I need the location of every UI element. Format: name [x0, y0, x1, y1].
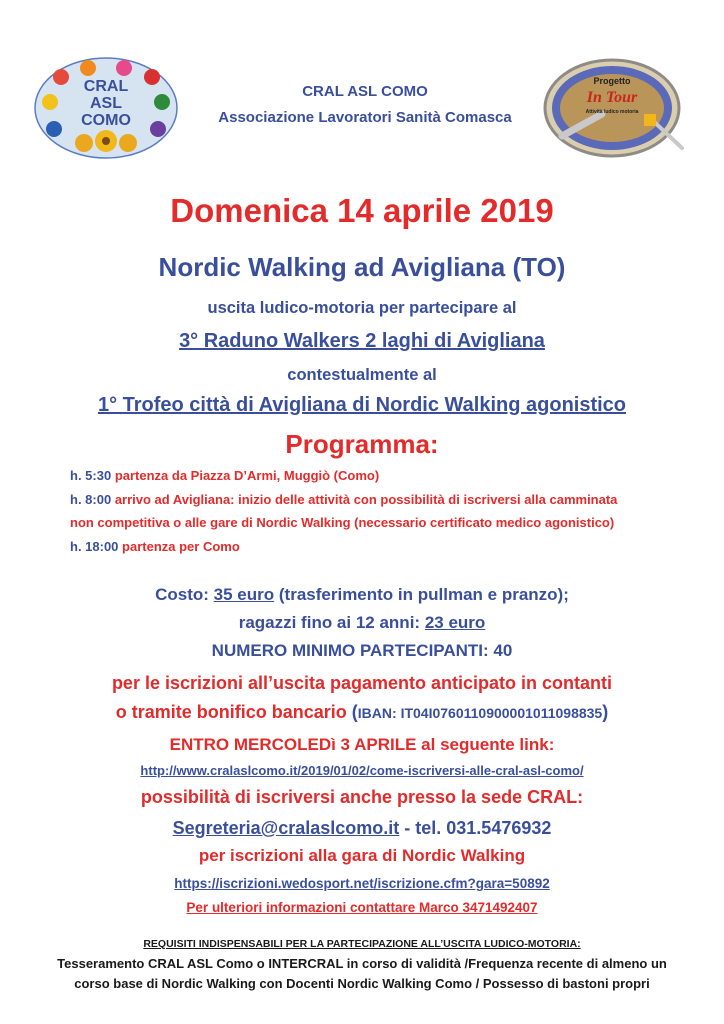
cost-line — [0, 585, 724, 605]
org-name: CRAL ASL COMO — [302, 83, 428, 100]
kids-cost-line — [0, 613, 724, 633]
event-intro: uscita ludico-motoria per partecipare al — [207, 299, 517, 317]
cost-suffix: (trasferimento in pullman e pranzo); — [278, 585, 569, 604]
event-date: Domenica 14 aprile 2019 — [170, 192, 554, 229]
race-link[interactable]: https://iscrizioni.wedosport.net/iscrizione.cfm?gara=50892 — [174, 876, 550, 891]
cost-prefix: Costo: — [155, 585, 209, 604]
event-raduno: 3° Raduno Walkers 2 laghi di Avigliana — [179, 330, 545, 352]
phone-number: - tel. 031.5476932 — [404, 818, 552, 838]
cral-asl-como-logo — [34, 57, 178, 159]
more-info: Per ulteriori informazioni contattare Marco 3471492407 — [186, 900, 538, 915]
program-text: partenza da Piazza D’Armi, Muggiò (Como) — [114, 468, 380, 483]
logo-right-line2: In Tour — [586, 89, 638, 106]
requirements-line1: Tesseramento CRAL ASL Como o INTERCRAL in corso di validità /Frequenza recente di almeno un — [57, 956, 667, 971]
logo-left-line1: CRAL — [83, 78, 129, 95]
program-title: Programma: — [285, 429, 439, 459]
logo-right-line1: Progetto — [593, 76, 631, 86]
event-title: Nordic Walking ad Avigliana (TO) — [158, 252, 566, 282]
payment-line2 — [0, 702, 724, 723]
event-trofeo: 1° Trofeo città di Avigliana di Nordic Walking agonistico — [97, 394, 627, 416]
program-item — [70, 515, 614, 530]
min-participants: NUMERO MINIMO PARTECIPANTI: 40 — [211, 641, 513, 660]
contact-line — [0, 818, 724, 839]
payment-bank-prefix: o tramite bonifico bancario — [115, 702, 347, 722]
program-hour: h. 18:00 — [70, 539, 119, 554]
logo-right-line3: Attività ludico motoria — [585, 109, 639, 115]
registration-link[interactable]: http://www.cralaslcomo.it/2019/01/02/come-iscriversi-alle-cral-asl-como/ — [140, 763, 584, 778]
program-text: arrivo ad Avigliana: inizio delle attività con possibilità di iscriversi alla camminata — [114, 492, 618, 507]
program-hour: h. 8:00 — [70, 492, 112, 507]
payment-line1: per le iscrizioni all’uscita pagamento anticipato in contanti — [111, 673, 613, 693]
program-hour: h. 5:30 — [70, 468, 112, 483]
event-context: contestualmente al — [287, 366, 437, 384]
program-item — [70, 468, 379, 483]
progetto-in-tour-logo — [540, 56, 690, 162]
requirements-title: REQUISITI INDISPENSABILI PER LA PARTECIPAZIONE ALL’USCITA LUDICO-MOTORIA: — [143, 938, 581, 950]
program-item — [70, 539, 240, 554]
sede-line: possibilità di iscriversi anche presso la sede CRAL: — [140, 787, 584, 807]
iban-close: ) — [602, 702, 609, 722]
race-registration: per iscrizioni alla gara di Nordic Walking — [198, 846, 526, 865]
logo-left-line3: COMO — [81, 112, 131, 129]
deadline: ENTRO MERCOLEDì 3 APRILE al seguente link: — [169, 735, 555, 754]
iban-value: IBAN: IT04I0760110900001011098835 — [357, 705, 603, 721]
email-link[interactable]: Segreteria@cralaslcomo.it — [172, 818, 400, 838]
iban-open: ( — [351, 702, 358, 722]
kids-cost-value: 23 euro — [424, 613, 486, 632]
kids-cost-prefix: ragazzi fino ai 12 anni: — [238, 613, 421, 632]
requirements-line2: corso base di Nordic Walking con Docenti Nordic Walking Como / Possesso di bastoni propri — [74, 976, 650, 991]
program-text: partenza per Como — [122, 539, 240, 554]
program-text: non competitiva o alle gare di Nordic Walking (necessario certificato medico agonistico) — [70, 515, 615, 530]
logo-left-line2: ASL — [90, 95, 122, 112]
program-item — [70, 492, 617, 507]
org-full-name: Associazione Lavoratori Sanità Comasca — [218, 109, 512, 126]
cost-value: 35 euro — [213, 585, 275, 604]
